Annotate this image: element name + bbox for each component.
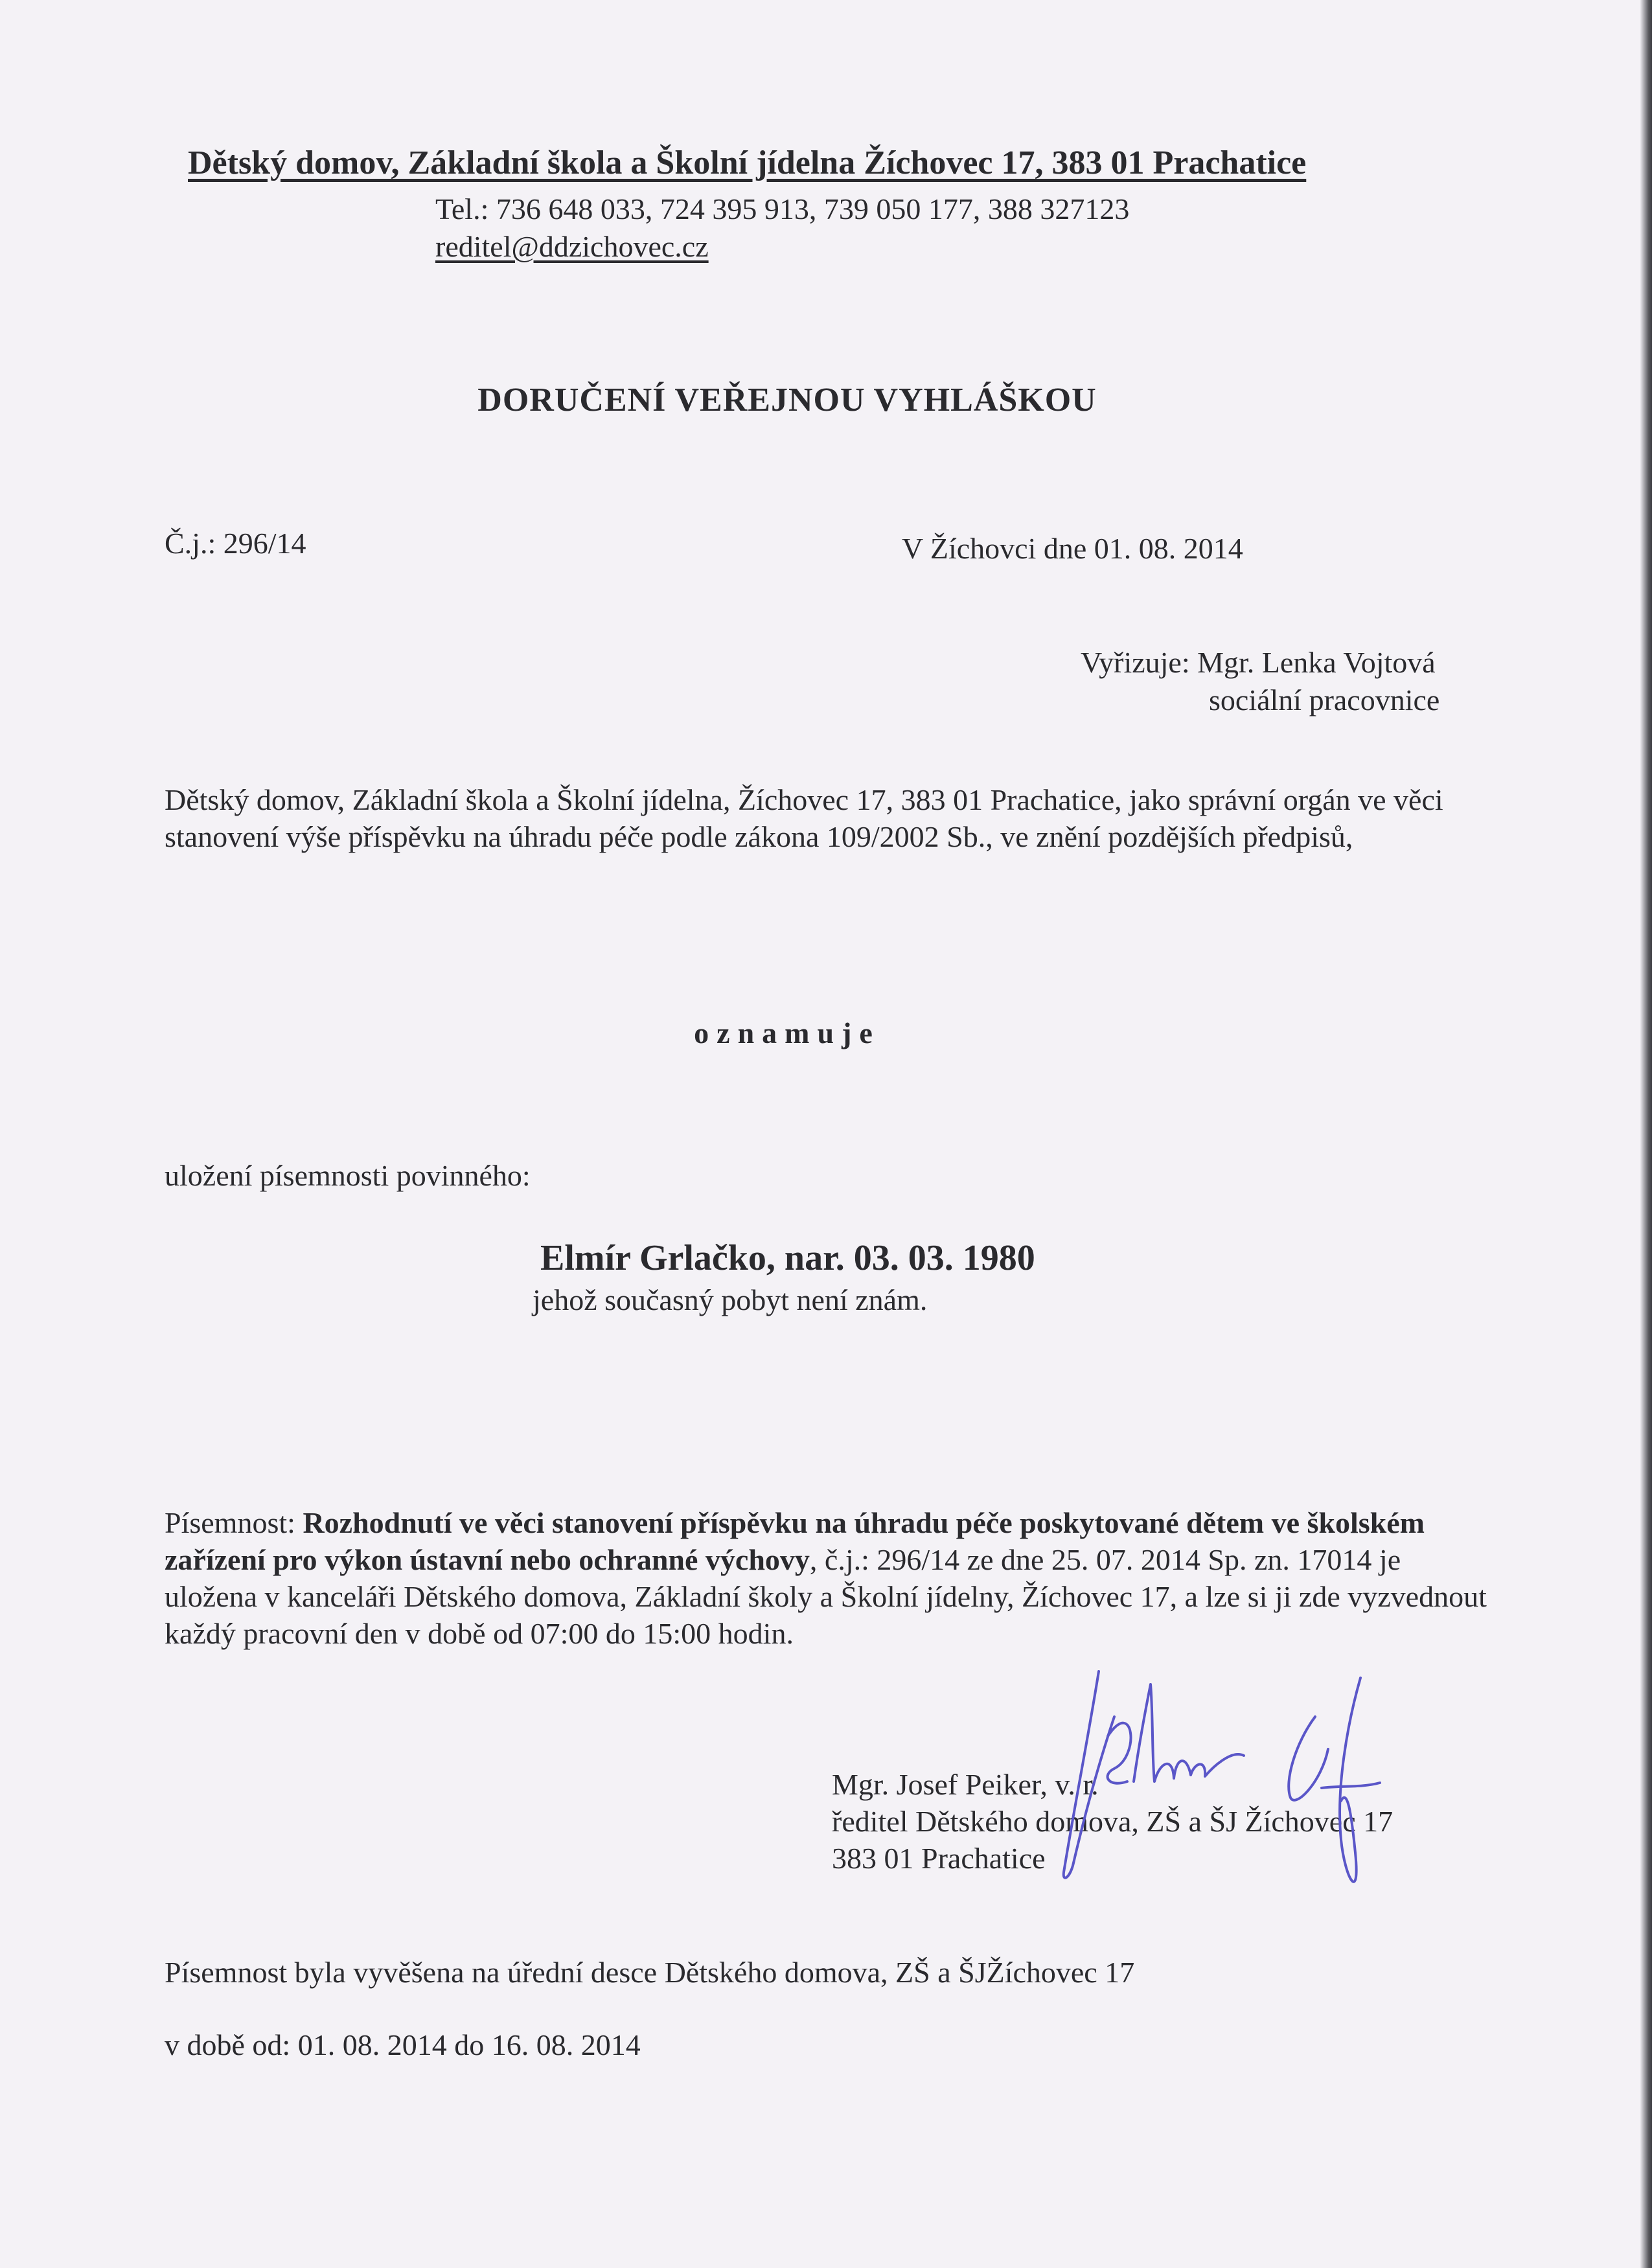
person-name: Elmír Grlačko, nar. 03. 03. 1980 bbox=[540, 1238, 1035, 1278]
handwritten-signature-icon bbox=[1037, 1658, 1399, 1918]
place-date: V Žíchovci dne 01. 08. 2014 bbox=[902, 532, 1243, 565]
document-details: , č.j.: 296/14 ze dne 25. 07. 2014 Sp. zn. 17014 je uložena v kanceláři Dětského domova, Základní školy a Školní jídelny, Žíchovec 17, a lze si ji zde vyzvednout každý pracovní den v době od 07:00 do 15:00 hodin. bbox=[165, 1543, 1487, 1650]
page-edge-shadow bbox=[1640, 0, 1652, 2268]
document-label: Písemnost: bbox=[165, 1506, 303, 1539]
intro-paragraph: Dětský domov, Základní škola a Školní jídelna, Žíchovec 17, 383 01 Prachatice, jako správní orgán ve věci stanovení výše příspěvku na úhradu péče podle zákona 109/2002 Sb., ve znění pozdějších předpisů, bbox=[165, 783, 1443, 853]
document-paragraph bbox=[165, 1504, 1493, 1652]
signatory-name: Mgr. Josef Peiker, v. r. bbox=[832, 1768, 1099, 1801]
letterhead-title: Dětský domov, Základní škola a Školní jídelna Žíchovec 17, 383 01 Prachatice bbox=[188, 144, 1307, 181]
document-title: DORUČENÍ VEŘEJNOU VYHLÁŠKOU bbox=[477, 382, 1097, 418]
handler-name: Vyřizuje: Mgr. Lenka Vojtová bbox=[1081, 646, 1436, 679]
letterhead-phone: Tel.: 736 648 033, 724 395 913, 739 050 177, 388 327123 bbox=[435, 192, 1130, 225]
signatory-role: ředitel Dětského domova, ZŠ a ŠJ Žíchovec 17 bbox=[832, 1805, 1394, 1838]
document-subject: Rozhodnutí ve věci stanovení příspěvku na úhradu péče poskytované dětem ve školském zařízení pro výkon ústavní nebo ochranné výchovy bbox=[165, 1506, 1425, 1576]
handler-role: sociální pracovnice bbox=[1209, 683, 1440, 716]
announces-heading: oznamuje bbox=[694, 1016, 880, 1049]
signatory-city: 383 01 Prachatice bbox=[832, 1842, 1046, 1875]
reference-number: Č.j.: 296/14 bbox=[165, 527, 306, 560]
deposit-label: uložení písemnosti povinného: bbox=[165, 1159, 531, 1192]
person-note: jehož současný pobyt není znám. bbox=[533, 1283, 928, 1316]
posted-period: v době od: 01. 08. 2014 do 16. 08. 2014 bbox=[165, 2028, 641, 2061]
posted-note: Písemnost byla vyvěšena na úřední desce Dětského domova, ZŠ a ŠJŽíchovec 17 bbox=[165, 1956, 1135, 1989]
letterhead-email[interactable]: reditel@ddzichovec.cz bbox=[435, 230, 709, 263]
